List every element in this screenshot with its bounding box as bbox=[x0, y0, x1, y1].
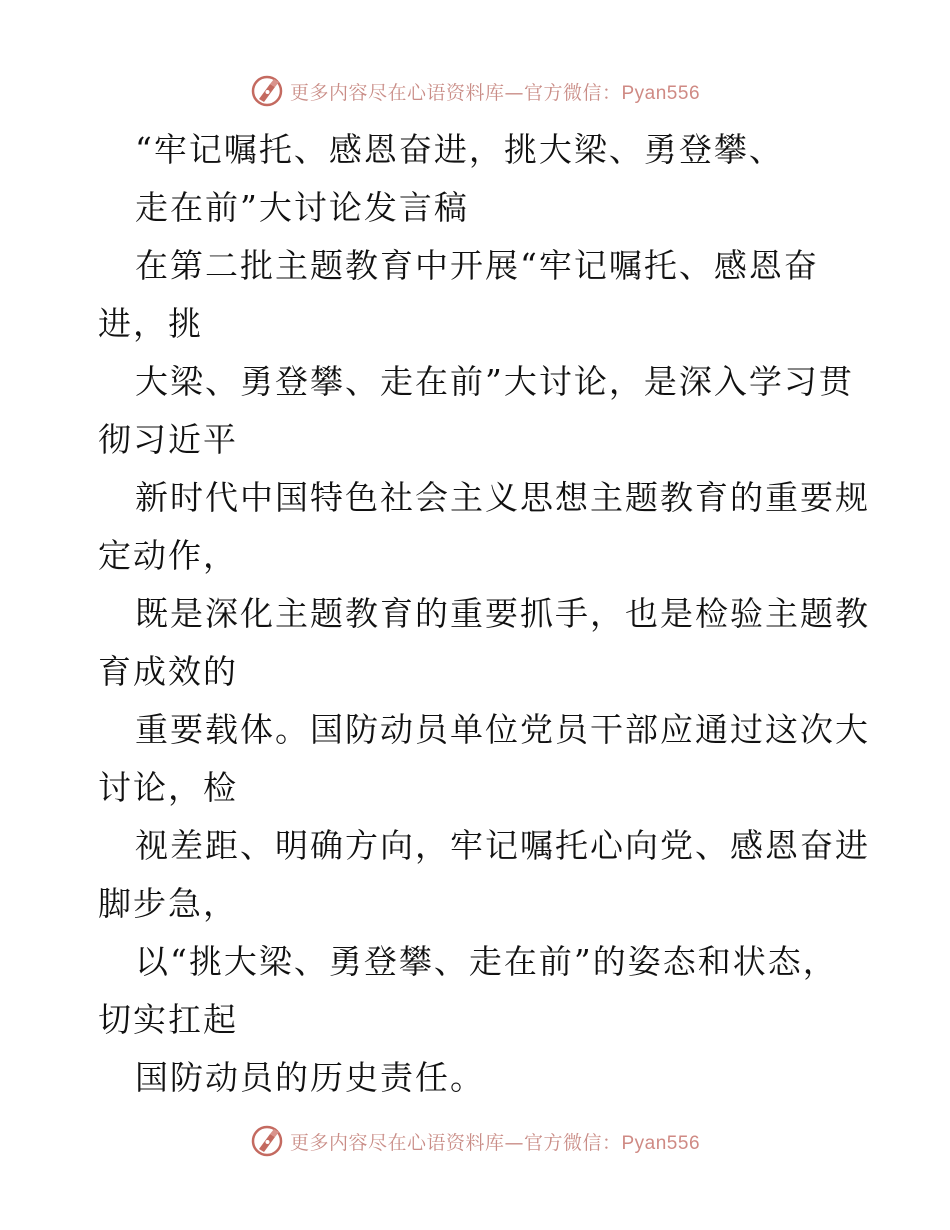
watermark-text bbox=[290, 1128, 700, 1155]
paragraph-line: 进，挑 bbox=[98, 304, 203, 343]
paragraph-line: 在第二批主题教育中开展“牢记嘱托、感恩奋 bbox=[135, 246, 819, 285]
watermark-wechat-id: Pyan556 bbox=[621, 1132, 701, 1154]
watermark-wechat-id: Pyan556 bbox=[621, 82, 701, 104]
paragraph-line: 定动作， bbox=[98, 536, 238, 575]
paragraph-line: 大梁、勇登攀、走在前”大讨论，是深入学习贯 bbox=[135, 362, 854, 401]
pen-nib-logo-icon bbox=[250, 1124, 284, 1158]
watermark-prefix: 更多内容尽在心语资料库—官方微信： bbox=[289, 1131, 622, 1154]
paragraph-line: 彻习近平 bbox=[98, 420, 238, 459]
paragraph-line: 育成效的 bbox=[98, 652, 238, 691]
paragraph-line: 以“挑大梁、勇登攀、走在前”的姿态和状态， bbox=[135, 942, 838, 981]
header-watermark bbox=[0, 71, 950, 111]
footer-watermark bbox=[0, 1121, 950, 1161]
watermark-prefix: 更多内容尽在心语资料库—官方微信： bbox=[289, 81, 622, 104]
paragraph-line: 脚步急， bbox=[98, 884, 238, 923]
paragraph-line: 讨论，检 bbox=[98, 768, 238, 807]
paragraph-line: 新时代中国特色社会主义思想主题教育的重要规 bbox=[135, 478, 870, 517]
pen-nib-logo-icon bbox=[250, 74, 284, 108]
paragraph-line: 重要载体。国防动员单位党员干部应通过这次大 bbox=[135, 710, 870, 749]
paragraph-line: 国防动员的历史责任。 bbox=[135, 1058, 485, 1097]
title-line-2: 走在前”大讨论发言稿 bbox=[135, 188, 469, 227]
watermark-text bbox=[290, 78, 700, 105]
paragraph-line: 既是深化主题教育的重要抓手，也是检验主题教 bbox=[135, 594, 870, 633]
paragraph-line: 视差距、明确方向，牢记嘱托心向党、感恩奋进 bbox=[135, 826, 870, 865]
title-line-1: “牢记嘱托、感恩奋进，挑大梁、勇登攀、 bbox=[135, 130, 784, 169]
paragraph-line: 切实扛起 bbox=[98, 1000, 238, 1039]
